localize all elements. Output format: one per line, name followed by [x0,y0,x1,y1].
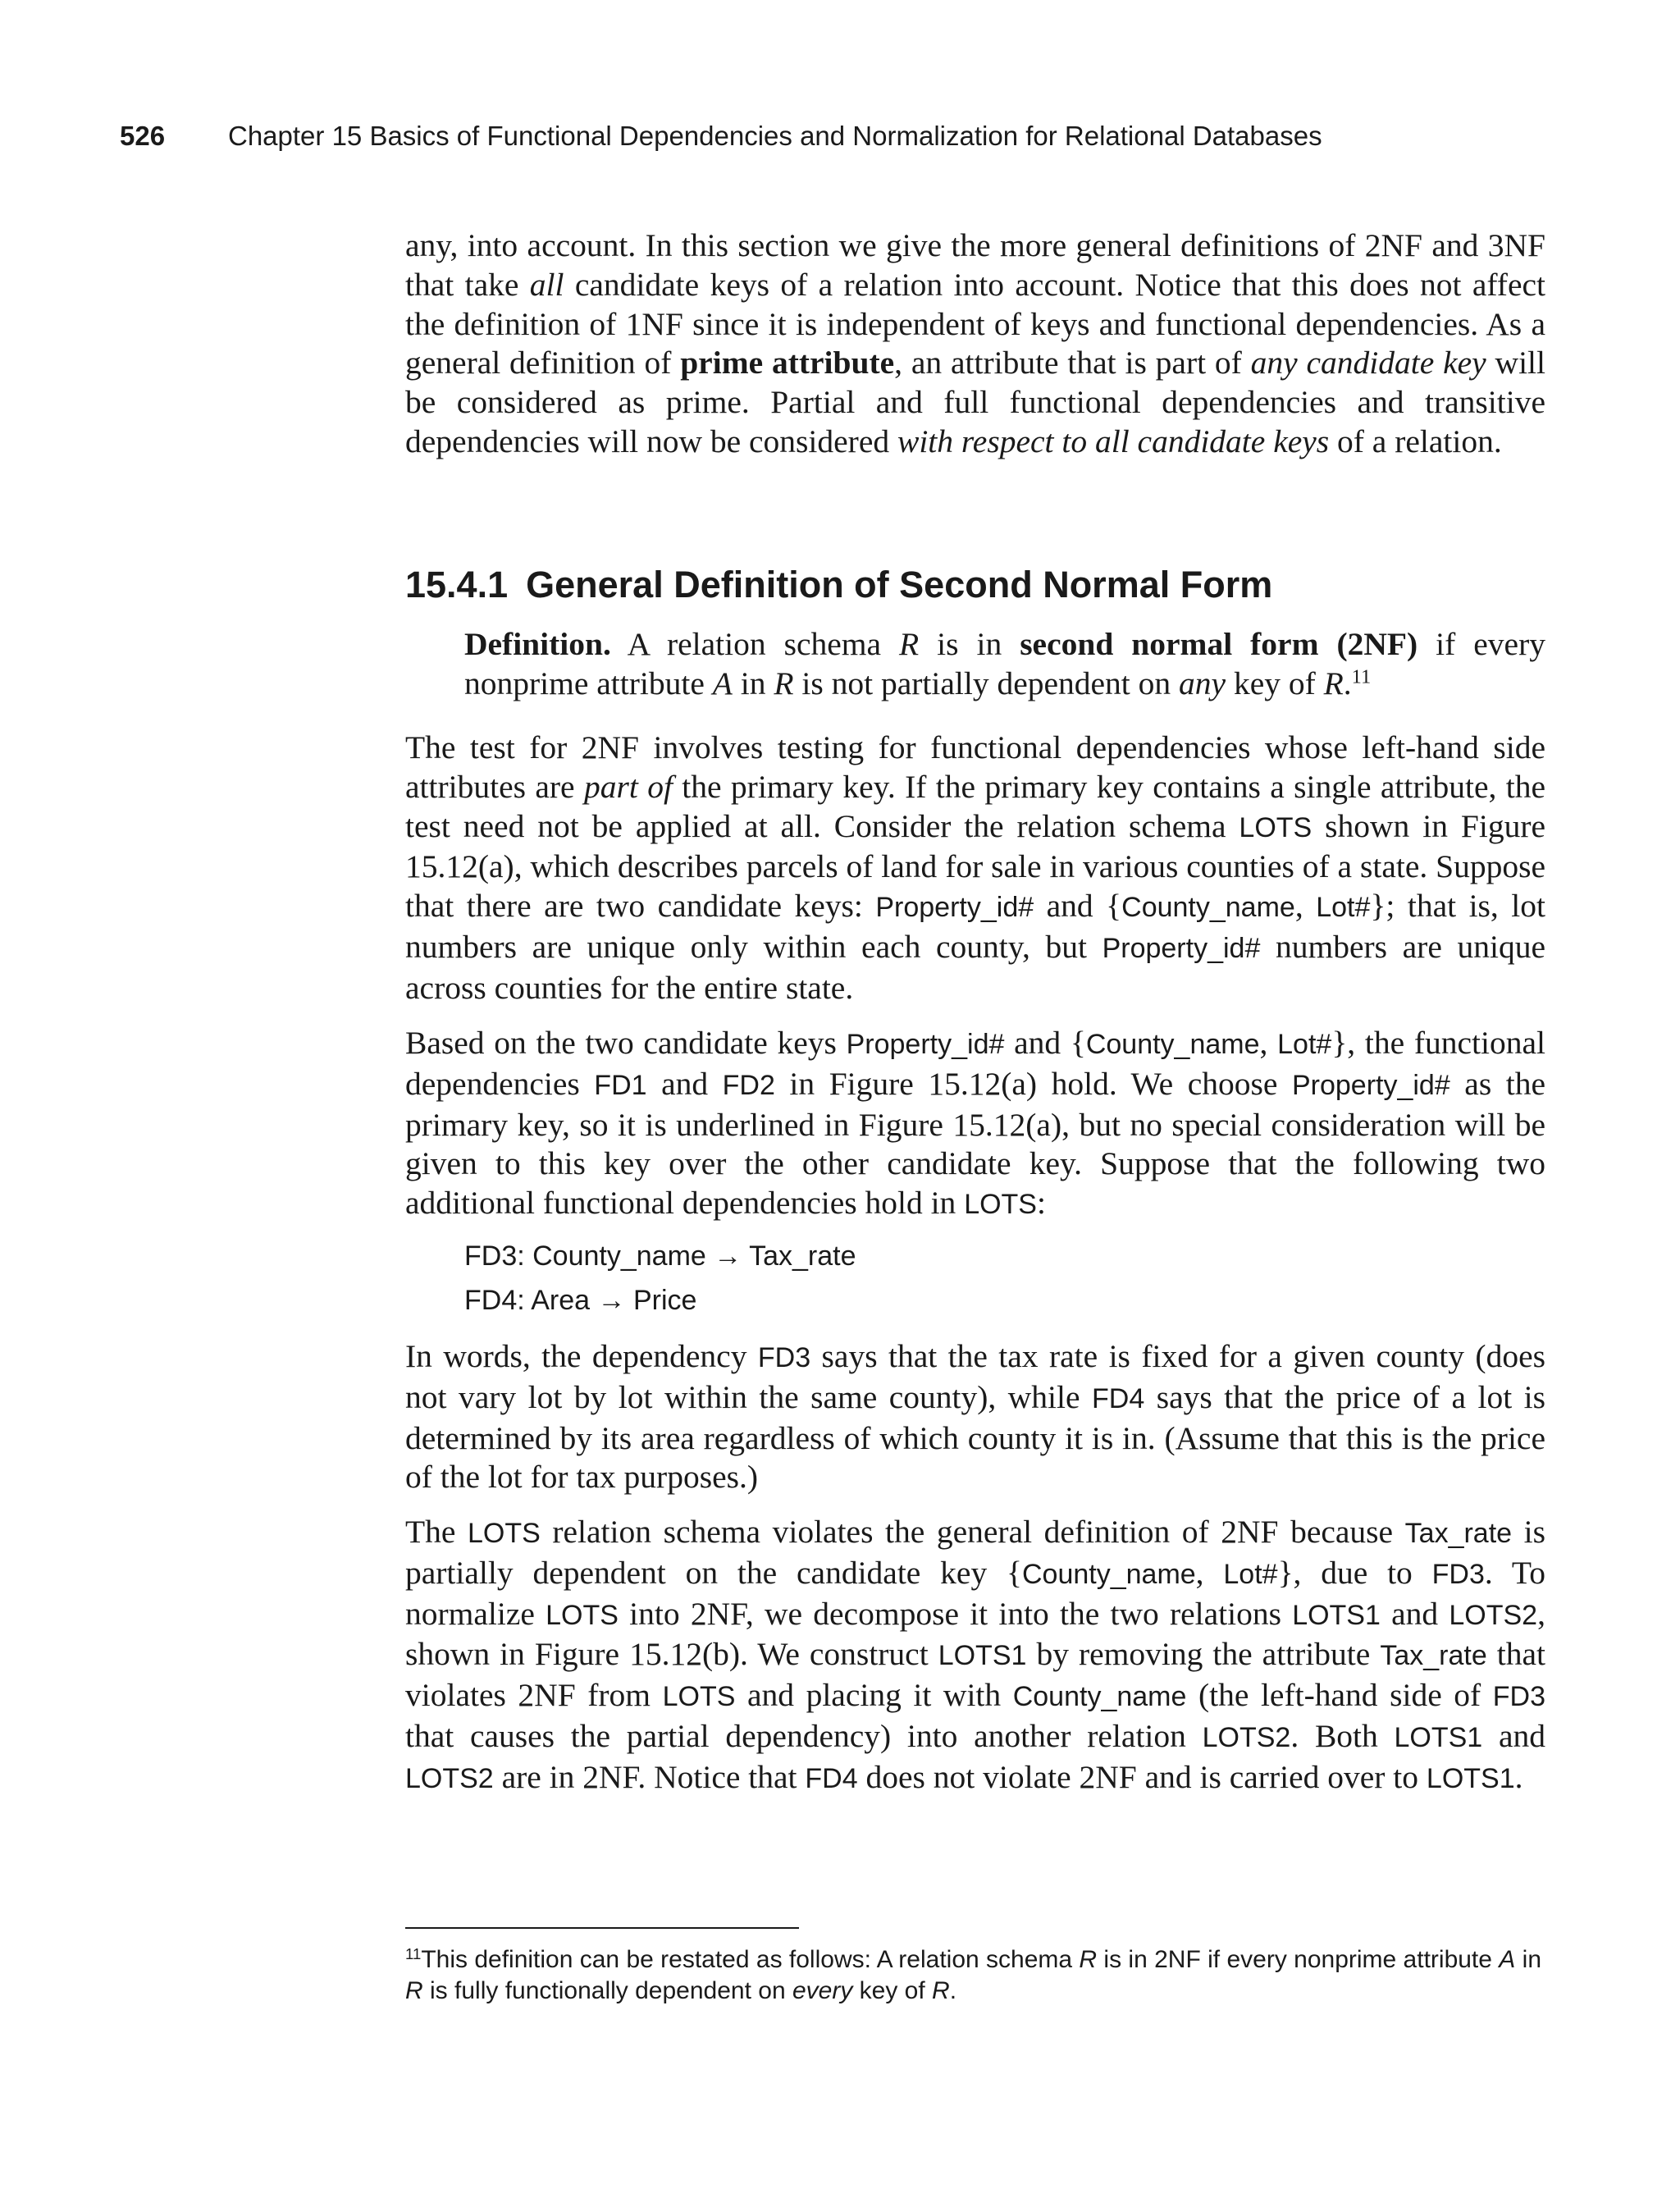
definition-label: Definition. [464,626,611,662]
definition-block: Definition. A relation schema R is in second normal form (2NF) if every nonprime attribute A in R is not partially dependent on any key of R.$^{11}$ [464,626,1545,701]
section-number: 15.4.1 [405,564,509,605]
footnote-number: 11 [405,1944,422,1962]
lots-paragraph: The LOTS relation schema violates the general definition of 2NF because Tax_rate is partially dependent on the candidate key {County_name, Lot#}, due to FD3. To normalize LOTS into 2NF, we decompose it into the two relations LOTS1 and LOTS2, shown in Figure 15.12(b). We construct LOTS1 by removing the attribute Tax_rate that violates 2NF from LOTS and placing it with County_name (the left-hand side of FD3 that causes the partial dependency) into another relation LOTS2. Both LOTS1 and LOTS2 are in 2NF. Notice that FD4 does not violate 2NF and is carried over to LOTS1. [405,1514,1545,1795]
words-paragraph: In words, the dependency FD3 says that the tax rate is fixed for a given county (does not vary lot by lot within the same county), while FD4 says that the price of a lot is determined by its area regardless of which county it is in. (Assume that this is the price of the lot for tax purposes.) [405,1338,1545,1496]
candidate-keys-paragraph: Based on the two candidate keys Property_id# and {County_name, Lot#}, the functional dependencies FD1 and FD2 in Figure 15.12(a) hold. We choose Property_id# as the primary key, so it is underlined in Figure 15.12(a), but no special consideration will be given to this key over the other candidate key. Suppose that the following two additional functional dependencies hold in LOTS: [405,1025,1545,1222]
running-title: Chapter 15 Basics of Functional Dependencies and Normalization for Relational Databases [228,121,1322,151]
footnote-ref: 11 [1351,665,1372,688]
section-title: General Definition of Second Normal Form [526,564,1273,605]
intro-paragraph: any, into account. In this section we give the more general definitions of 2NF and 3NF that take all candidate keys of a relation into account. Notice that this does not affect the definition of 1NF since it is independent of keys and functional dependencies. As a general definition of prime attribute, an attribute that is part of any candidate key will be considered as prime. Partial and full functional dependencies and transitive dependencies will now be considered with respect to all candidate keys of a relation. [405,227,1546,459]
running-head [120,120,1564,153]
footnote-divider [405,1927,799,1929]
fd4: FD4: Area → Price [464,1285,697,1316]
fd-list [464,1234,856,1323]
test-paragraph: The test for 2NF involves testing for functional dependencies whose left-hand side attributes are part of the primary key. If the primary key contains a single attribute, the test need not be applied at all. Consider the relation schema LOTS shown in Figure 15.12(a), which describes parcels of land for sale in various counties of a state. Suppose that there are two candidate keys: Property_id# and {County_name, Lot#}; that is, lot numbers are unique only within each county, but Property_id# numbers are unique across counties for the entire state. [405,729,1546,1006]
footnote: $^{11}$This definition can be restated as follows: A relation schema R is in 2NF if every nonprime attribute A in R is fully functionally dependent on every key of R. [405,1944,1541,2004]
page-number: 526 [120,121,166,151]
section-heading [405,563,1272,607]
fd3: FD3: County_name → Tax_rate [464,1240,856,1272]
